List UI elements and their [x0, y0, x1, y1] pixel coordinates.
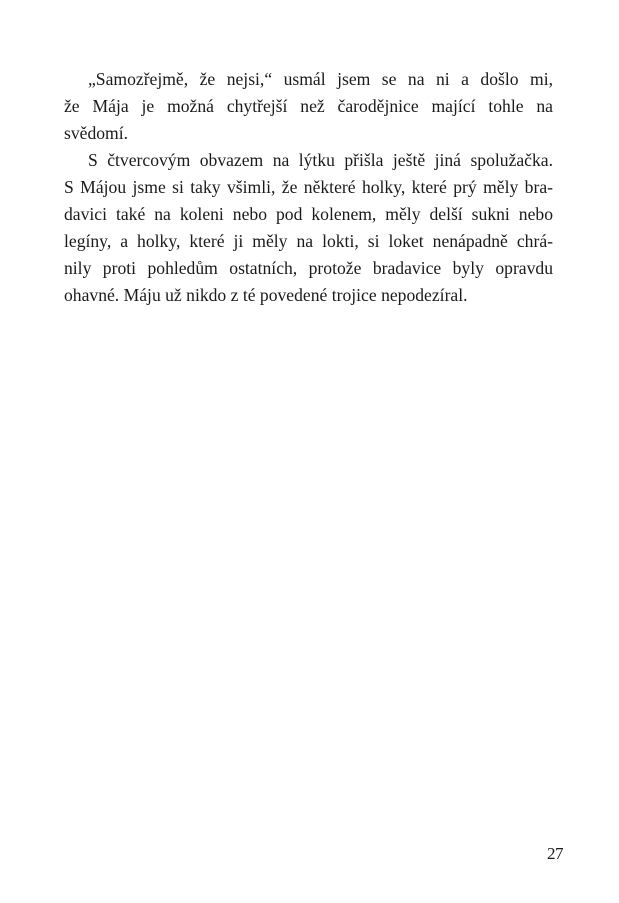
- body-text: [64, 66, 553, 309]
- paragraph-2: [64, 147, 553, 309]
- text-line: svědomí.: [64, 123, 129, 143]
- text-line: „Samozřejmě, že nejsi,“ usmál jsem se na ni a došlo mi,: [88, 69, 553, 89]
- paragraph-1: [64, 66, 553, 147]
- text-line: S čtvercovým obvazem na lýtku přišla ještě jiná spolužačka.: [88, 150, 553, 170]
- text-line: nily proti pohledům ostatních, protože bradavice byly opravdu: [64, 258, 553, 278]
- text-line: davici také na koleni nebo pod kolenem, měly delší sukni nebo: [64, 204, 553, 224]
- text-line: legíny, a holky, které ji měly na lokti, si loket nenápadně chrá-: [64, 231, 553, 251]
- page-number: 27: [547, 844, 563, 863]
- text-line: že Mája je možná chytřejší než čarodějnice mající tohle na: [64, 96, 553, 116]
- text-line: S Májou jsme si taky všimli, že některé holky, které prý měly bra-: [64, 177, 553, 197]
- text-line: ohavné. Máju už nikdo z té povedené trojice nepodezíral.: [64, 285, 468, 305]
